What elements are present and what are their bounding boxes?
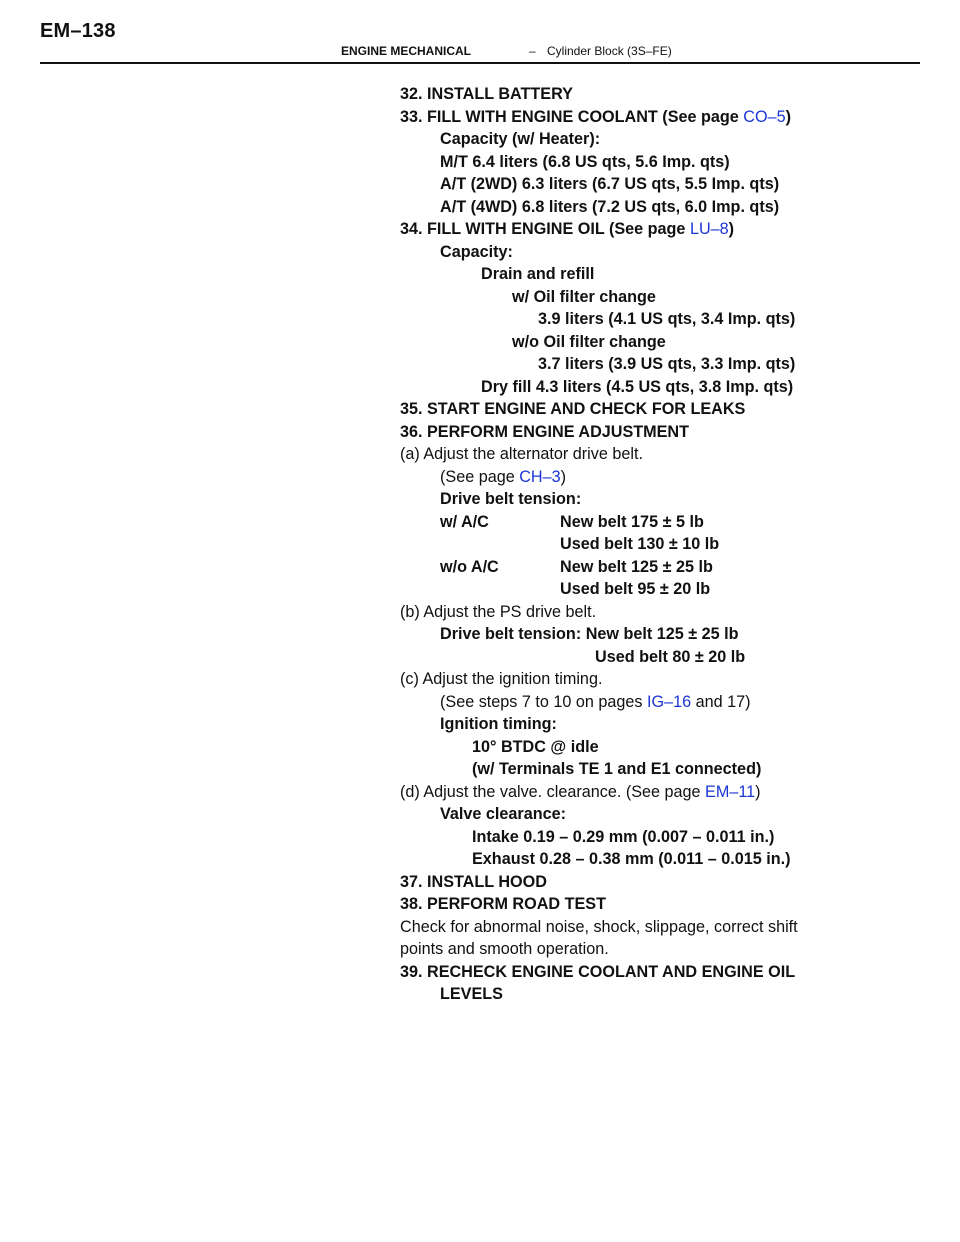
wac-new: New belt 175 ± 5 lb	[560, 512, 704, 531]
substep-c-see-text: (See steps 7 to 10 on pages	[440, 692, 647, 711]
ignition-terminals: (w/ Terminals TE 1 and E1 connected)	[472, 760, 762, 778]
substep-c-see	[400, 691, 920, 714]
substep-d-close: )	[755, 782, 761, 801]
page-number: EM–138	[40, 20, 116, 42]
header-section: ENGINE MECHANICAL	[341, 44, 472, 58]
valve-exhaust: Exhaust 0.28 – 0.38 mm (0.011 – 0.015 in.)	[472, 850, 791, 868]
step-34-close: )	[728, 220, 735, 238]
ps-belt-used: Used belt 80 ± 20 lb	[595, 647, 746, 666]
coolant-mt: M/T 6.4 liters (6.8 US qts, 5.6 Imp. qts)	[440, 152, 730, 171]
wac-used: Used belt 130 ± 10 lb	[560, 535, 720, 553]
coolant-at-2wd: A/T (2WD) 6.3 liters (6.7 US qts, 5.5 Imp. qts)	[440, 175, 780, 193]
step-36: 36. PERFORM ENGINE ADJUSTMENT	[400, 422, 690, 441]
woac-used-row	[400, 578, 920, 601]
link-ig-16[interactable]: IG–16	[646, 692, 692, 711]
with-filter-change: w/ Oil filter change	[512, 287, 656, 306]
step-39: 39. RECHECK ENGINE COOLANT AND ENGINE OIL	[400, 962, 796, 981]
substep-a-see	[400, 466, 920, 489]
woac-row	[400, 556, 920, 579]
woac-label: w/o A/C	[440, 557, 499, 576]
link-co-5[interactable]: CO–5	[743, 107, 786, 126]
running-header	[40, 42, 920, 64]
step-33	[400, 106, 920, 129]
step-37: 37. INSTALL HOOD	[400, 872, 547, 891]
ignition-btdc: 10° BTDC @ idle	[472, 737, 599, 756]
coolant-capacity-label: Capacity (w/ Heater):	[440, 130, 601, 148]
woac-used: Used belt 95 ± 20 lb	[560, 580, 711, 598]
substep-d	[400, 781, 920, 804]
wac-used-row	[400, 533, 920, 556]
without-filter-value: 3.7 liters (3.9 US qts, 3.3 Imp. qts)	[538, 355, 796, 373]
dry-fill: Dry fill 4.3 liters (4.5 US qts, 3.8 Imp. qts)	[481, 377, 794, 396]
valve-intake: Intake 0.19 – 0.29 mm (0.007 – 0.011 in.)	[472, 827, 775, 846]
link-lu-8[interactable]: LU–8	[689, 220, 729, 238]
substep-c-see-close: and 17)	[691, 692, 751, 711]
coolant-at-4wd: A/T (4WD) 6.8 liters (7.2 US qts, 6.0 Imp. qts)	[440, 197, 780, 216]
drain-refill: Drain and refill	[481, 265, 595, 283]
step-33-close: )	[785, 107, 791, 126]
with-filter-value: 3.9 liters (4.1 US qts, 3.4 Imp. qts)	[538, 310, 796, 328]
step-33-text: 33. FILL WITH ENGINE COOLANT (See page	[400, 107, 744, 126]
road-test-check-2: points and smooth operation.	[400, 940, 609, 958]
header-subsection: Cylinder Block (3S–FE)	[547, 44, 672, 58]
substep-a-see-text: (See page	[440, 467, 520, 486]
woac-new: New belt 125 ± 25 lb	[560, 557, 713, 576]
step-32: 32. INSTALL BATTERY	[400, 85, 573, 103]
step-34-text: 34. FILL WITH ENGINE OIL (See page	[400, 220, 690, 238]
procedure-text	[400, 83, 920, 1006]
oil-capacity-label: Capacity:	[440, 242, 513, 261]
ps-belt-used-row	[400, 646, 920, 669]
step-39-cont: LEVELS	[440, 985, 503, 1003]
substep-a: (a) Adjust the alternator drive belt.	[400, 445, 643, 463]
wac-row	[400, 511, 920, 534]
header-dash: –	[529, 44, 536, 58]
link-ch-3[interactable]: CH–3	[519, 467, 561, 486]
substep-c: (c) Adjust the ignition timing.	[400, 670, 603, 688]
step-38: 38. PERFORM ROAD TEST	[400, 895, 606, 913]
alt-belt-tension-label: Drive belt tension:	[440, 490, 582, 508]
link-em-11[interactable]: EM–11	[705, 782, 756, 801]
road-test-check-1: Check for abnormal noise, shock, slippage, correct shift	[400, 917, 798, 936]
substep-a-see-close: )	[560, 467, 566, 486]
ignition-timing-label: Ignition timing:	[440, 715, 557, 733]
substep-d-text: (d) Adjust the valve. clearance. (See page	[400, 782, 706, 801]
wac-label: w/ A/C	[440, 512, 489, 531]
ps-belt-tension: Drive belt tension: New belt 125 ± 25 lb	[440, 625, 739, 643]
substep-b: (b) Adjust the PS drive belt.	[400, 602, 597, 621]
valve-clearance-label: Valve clearance:	[440, 805, 566, 823]
step-35: 35. START ENGINE AND CHECK FOR LEAKS	[400, 400, 746, 418]
without-filter-change: w/o Oil filter change	[512, 332, 666, 351]
step-34	[400, 218, 920, 241]
